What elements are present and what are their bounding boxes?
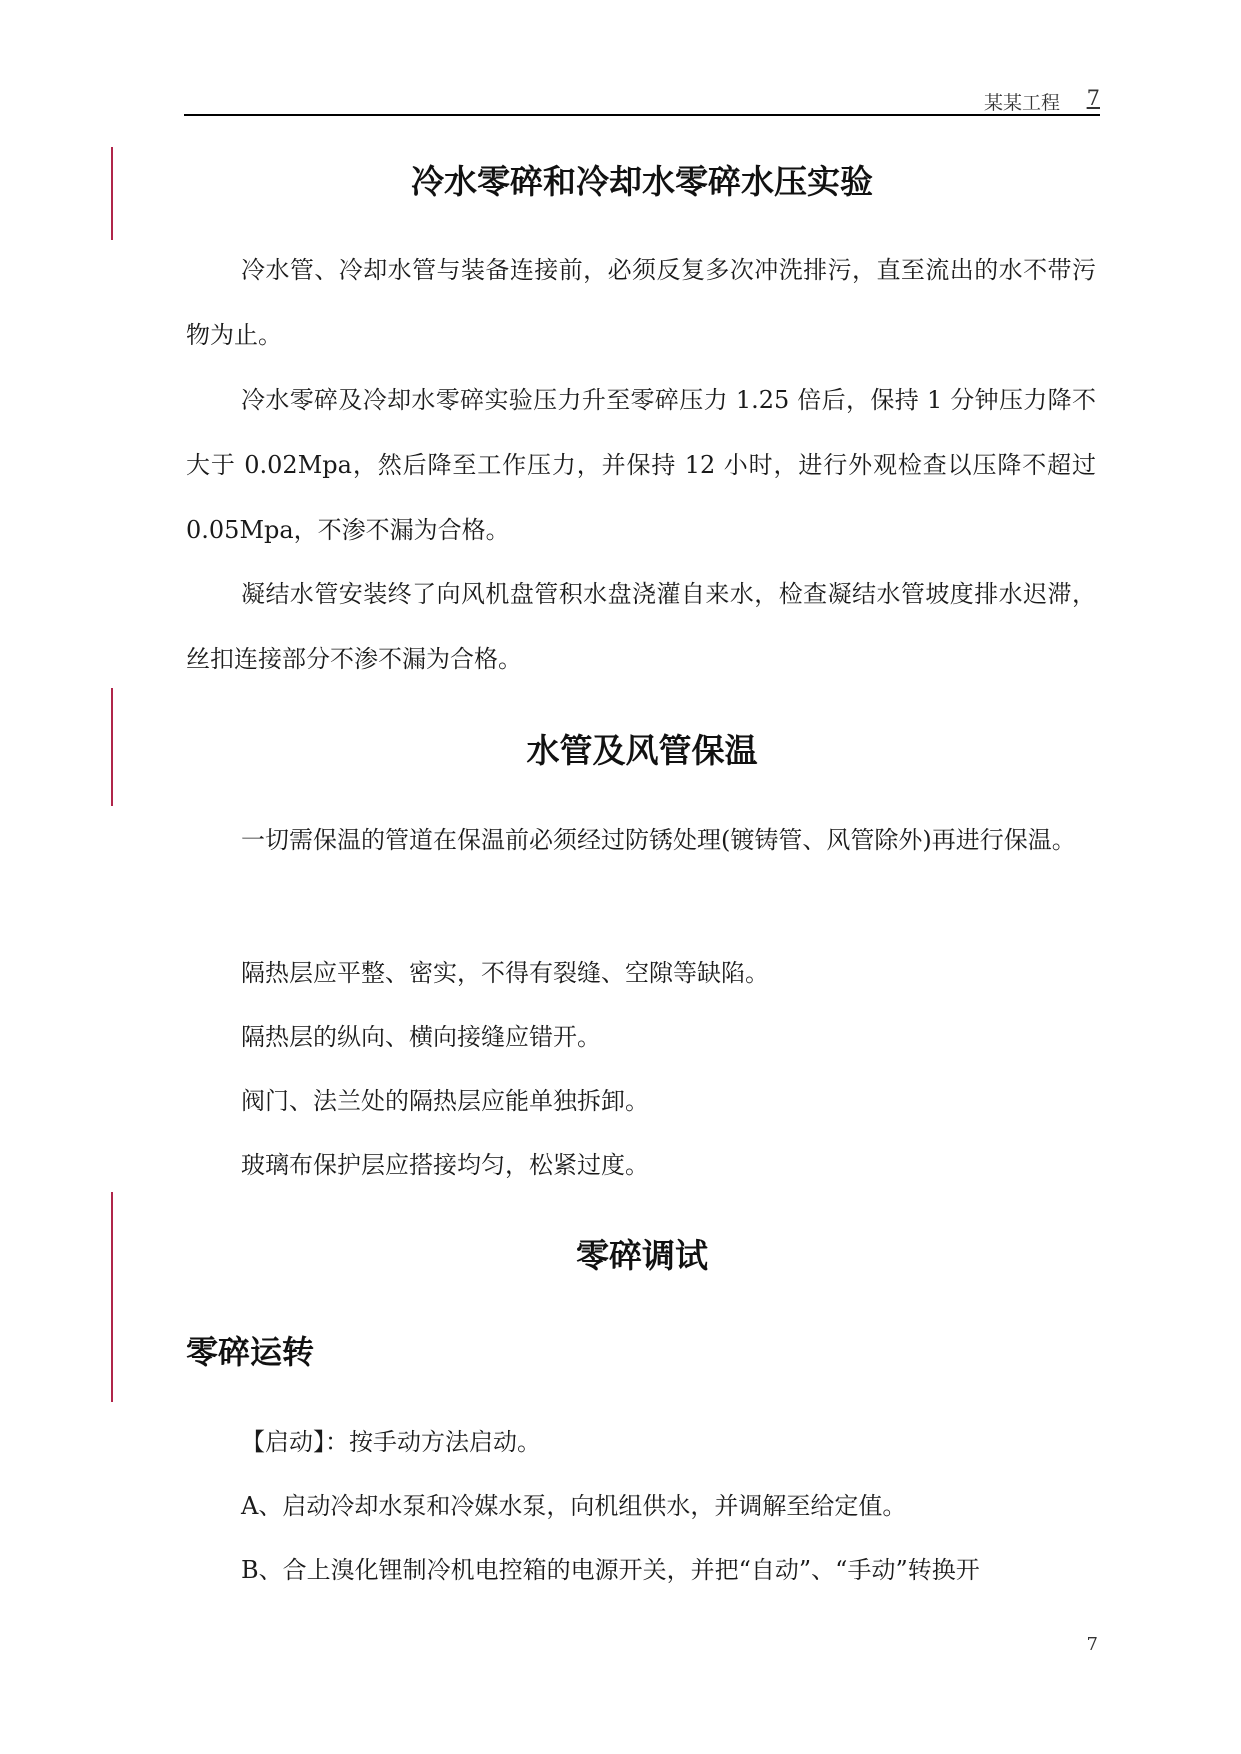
footer-page-number: 7 xyxy=(1086,1634,1098,1655)
paragraph: 凝结水管安装终了向风机盘管积水盘浇灌自来水，检查凝结水管坡度排水迟滞，丝扣连接部分不渗不漏为合格。 xyxy=(186,580,1096,673)
list-item: B、合上溴化锂制冷机电控箱的电源开关，并把“自动”、“手动”转换开 xyxy=(241,1556,980,1584)
list-item: 阀门、法兰处的隔热层应能单独拆卸。 xyxy=(241,1087,649,1115)
list-item: 【启动】：按手动方法启动。 xyxy=(241,1428,541,1456)
margin-marker xyxy=(111,688,113,806)
section-heading: 零碎调试 xyxy=(576,1236,708,1275)
header-page-number: 7 xyxy=(1086,86,1100,110)
section-heading: 冷水零碎和冷却水零碎水压实验 xyxy=(411,162,873,201)
list-item: A、启动冷却水泵和冷媒水泵，向机组供水，并调解至给定值。 xyxy=(241,1492,907,1520)
section-heading: 水管及风管保温 xyxy=(526,731,758,770)
list-item: 玻璃布保护层应搭接均匀，松紧过度。 xyxy=(241,1151,649,1179)
margin-marker xyxy=(111,147,113,240)
header-title: 某某工程 xyxy=(983,92,1060,114)
page-header xyxy=(184,88,1100,116)
list-item: 隔热层的纵向、横向接缝应错开。 xyxy=(241,1023,601,1051)
margin-marker xyxy=(111,1192,113,1402)
paragraph: 一切需保温的管道在保温前必须经过防锈处理(镀铸管、风管除外)再进行保温。 xyxy=(241,826,1076,854)
paragraph: 冷水管、冷却水管与装备连接前，必须反复多次冲洗排污，直至流出的水不带污物为止。 xyxy=(186,256,1096,349)
list-item: 隔热层应平整、密实，不得有裂缝、空隙等缺陷。 xyxy=(241,959,769,987)
paragraph: 冷水零碎及冷却水零碎实验压力升至零碎压力 1.25 倍后，保持 1 分钟压力降不大于 0.02Mpa，然后降至工作压力，并保持 12 小时，进行外观检查以压降不超过 0.05Mpa，不渗不漏为合格。 xyxy=(186,386,1096,544)
subsection-heading: 零碎运转 xyxy=(186,1333,315,1371)
